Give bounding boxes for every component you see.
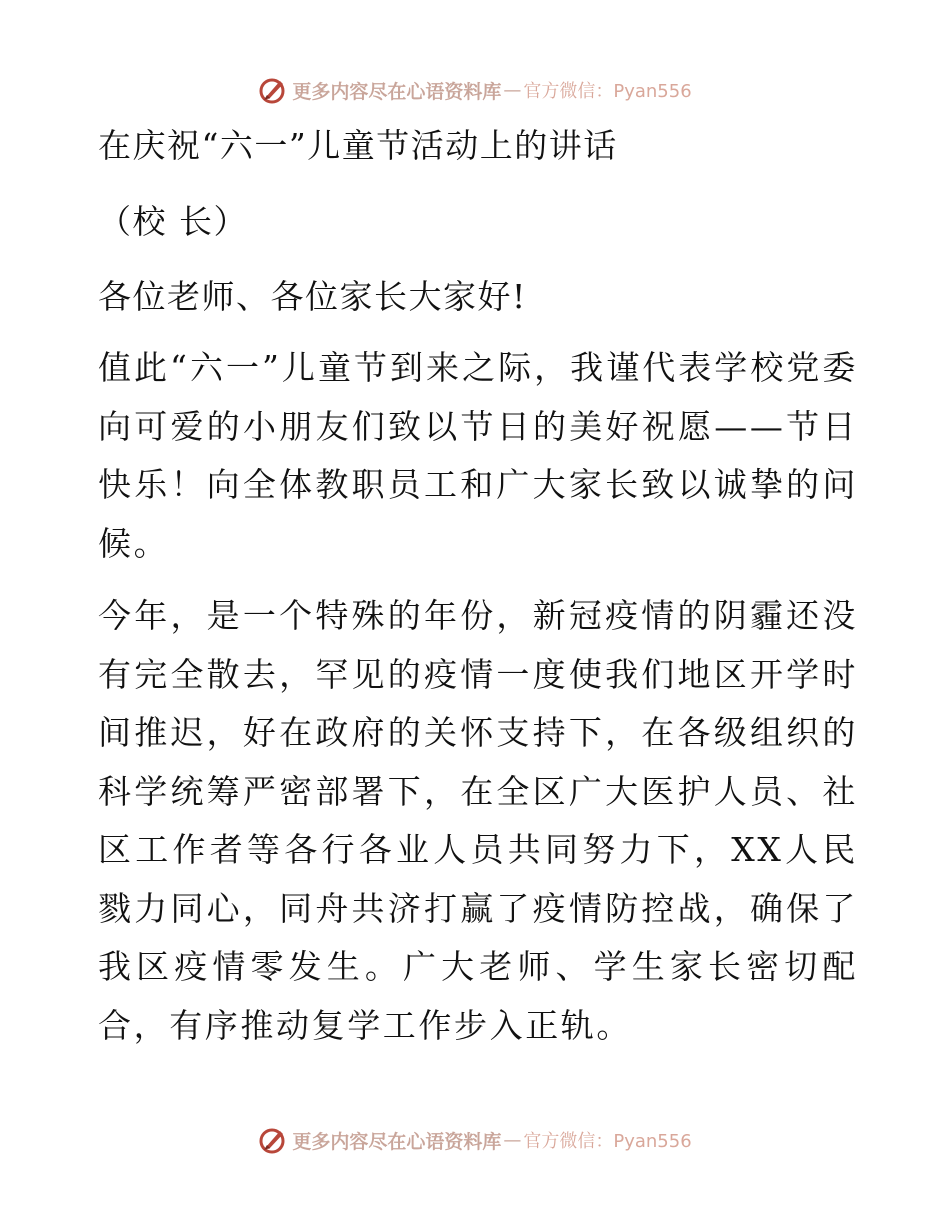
quill-logo-icon (258, 75, 288, 105)
watermark-separator: — (503, 1129, 522, 1151)
footer-watermark (0, 1122, 950, 1158)
document-title: 在庆祝“六一”儿童节活动上的讲话 (98, 126, 618, 165)
watermark-brand: 更多内容尽在心语资料库 (292, 1130, 502, 1153)
watermark-contact: 官方微信：Pyan556 (523, 81, 692, 102)
paragraph-2: 今年，是一个特殊的年份，新冠疫情的阴霾还没有完全散去，罕见的疫情一度使我们地区开学时间推迟，好在政府的关怀支持下，在各级组织的科学统筹严密部署下，在全区广大医护人员、社区工作者等各行各业人员共同努力下，XX人民戮力同心，同舟共济打赢了疫情防控战，确保了我区疫情零发生。广大老师、学生家长密切配合，有序推动复学工作步入正轨。 (98, 596, 858, 1045)
greeting: 各位老师、各位家长大家好! (98, 277, 527, 316)
watermark-contact: 官方微信：Pyan556 (523, 1131, 692, 1152)
header-watermark (0, 72, 950, 108)
watermark-separator: — (503, 79, 522, 101)
paragraph-1: 值此“六一”儿童节到来之际，我谨代表学校党委向可爱的小朋友们致以节日的美好祝愿——节日快乐！向全体教职员工和广大家长致以诚挚的问候。 (98, 348, 858, 563)
speaker-label: （校 长） (98, 202, 248, 241)
quill-logo-icon (258, 1125, 288, 1155)
watermark-brand: 更多内容尽在心语资料库 (292, 80, 502, 103)
